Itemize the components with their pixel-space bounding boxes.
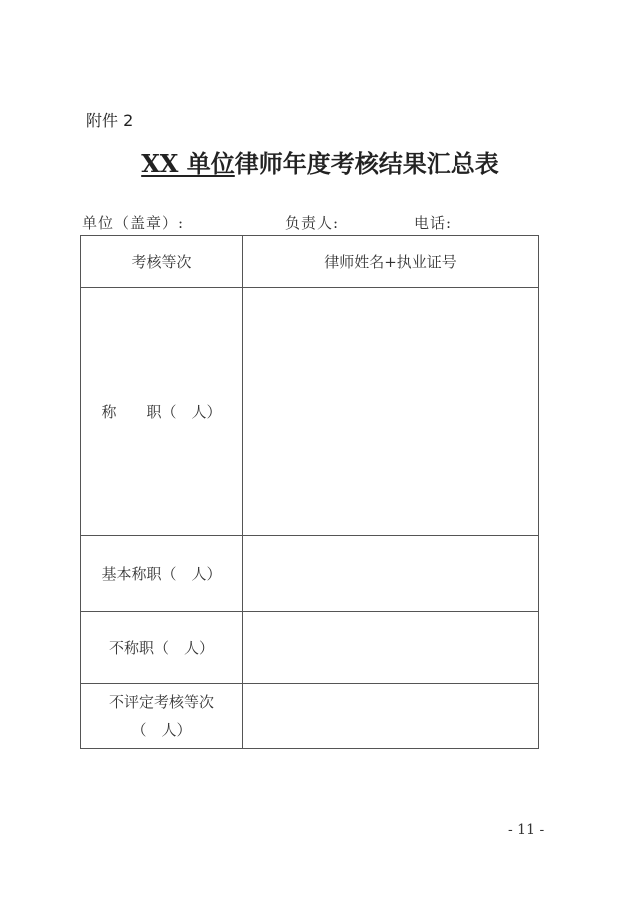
table-row (81, 684, 539, 749)
responsible-person-label: 负责人: (285, 214, 340, 232)
header-grade: 考核等次 (81, 236, 243, 288)
title-unit: XX 单位 (141, 149, 235, 178)
header-names: 律师姓名+执业证号 (243, 236, 539, 288)
grade-cell: 称 职（ 人） (81, 288, 243, 536)
grade-cell: 不称职（ 人） (81, 612, 243, 684)
unit-seal-label: 单位（盖章）: (82, 214, 185, 232)
page-title (0, 144, 640, 179)
names-cell[interactable] (243, 684, 539, 749)
title-rest: 律师年度考核结果汇总表 (234, 149, 499, 178)
phone-label: 电话: (414, 214, 453, 232)
names-cell[interactable] (243, 288, 539, 536)
grade-cell: 基本称职（ 人） (81, 536, 243, 612)
grade-cell (81, 684, 243, 749)
table-row (81, 612, 539, 684)
table-row (81, 536, 539, 612)
summary-table (80, 235, 539, 749)
names-cell[interactable] (243, 612, 539, 684)
attachment-label: 附件 2 (86, 111, 134, 130)
page-number: - 11 - (508, 822, 545, 838)
grade-line1: 不评定考核等次 (108, 693, 214, 711)
table-row (81, 288, 539, 536)
names-cell[interactable] (243, 536, 539, 612)
table-header-row (81, 236, 539, 288)
grade-line2: （ 人） (131, 721, 192, 739)
